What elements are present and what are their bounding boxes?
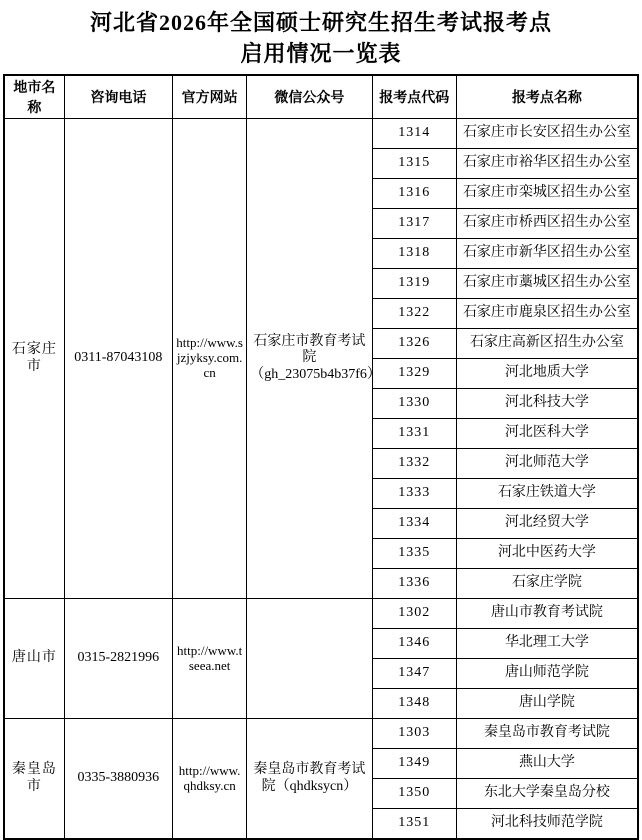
point-name-cell: 河北地质大学	[456, 359, 638, 389]
point-name-cell: 石家庄高新区招生办公室	[456, 329, 638, 359]
point-name-cell: 燕山大学	[456, 749, 638, 779]
point-name-cell: 东北大学秦皇岛分校	[456, 779, 638, 809]
point-code-cell: 1315	[372, 149, 456, 179]
point-name-cell: 石家庄市桥西区招生办公室	[456, 209, 638, 239]
wechat-cell	[247, 599, 372, 719]
point-code-cell: 1332	[372, 449, 456, 479]
wechat-cell: 石家庄市教育考试院（gh_23075b4b37f6）	[247, 119, 372, 599]
point-code-cell: 1333	[372, 479, 456, 509]
point-name-cell: 河北科技大学	[456, 389, 638, 419]
table-row	[4, 119, 638, 149]
phone-cell: 0311-87043108	[64, 119, 172, 599]
point-code-cell: 1350	[372, 779, 456, 809]
point-name-cell: 石家庄市新华区招生办公室	[456, 239, 638, 269]
wechat-cell: 秦皇岛市教育考试院（qhdksycn）	[247, 719, 372, 840]
header-point-code: 报考点代码	[372, 75, 456, 119]
point-name-cell: 石家庄市长安区招生办公室	[456, 119, 638, 149]
city-cell: 石家庄市	[4, 119, 64, 599]
table-row	[4, 719, 638, 749]
point-code-cell: 1329	[372, 359, 456, 389]
header-city: 地市名称	[4, 75, 64, 119]
point-name-cell: 唐山师范学院	[456, 659, 638, 689]
point-name-cell: 石家庄市鹿泉区招生办公室	[456, 299, 638, 329]
point-code-cell: 1317	[372, 209, 456, 239]
point-name-cell: 河北科技师范学院	[456, 809, 638, 840]
header-wechat: 微信公众号	[247, 75, 372, 119]
point-name-cell: 河北医科大学	[456, 419, 638, 449]
point-name-cell: 唐山学院	[456, 689, 638, 719]
point-name-cell: 河北经贸大学	[456, 509, 638, 539]
header-website: 官方网站	[173, 75, 247, 119]
point-code-cell: 1316	[372, 179, 456, 209]
point-code-cell: 1319	[372, 269, 456, 299]
point-name-cell: 河北中医药大学	[456, 539, 638, 569]
point-code-cell: 1347	[372, 659, 456, 689]
phone-cell: 0315-2821996	[64, 599, 172, 719]
point-code-cell: 1335	[372, 539, 456, 569]
point-code-cell: 1314	[372, 119, 456, 149]
city-cell: 唐山市	[4, 599, 64, 719]
website-cell: http://www.sjzjyksy.com.cn	[173, 119, 247, 599]
point-name-cell: 石家庄学院	[456, 569, 638, 599]
point-code-cell: 1348	[372, 689, 456, 719]
point-code-cell: 1351	[372, 809, 456, 840]
table-header-row	[4, 75, 638, 119]
point-name-cell: 华北理工大学	[456, 629, 638, 659]
page-title	[0, 0, 642, 69]
website-cell: http://www.tseea.net	[173, 599, 247, 719]
table-body	[4, 119, 638, 840]
point-name-cell: 唐山市教育考试院	[456, 599, 638, 629]
point-code-cell: 1349	[372, 749, 456, 779]
page-title-line2: 启用情况一览表	[240, 41, 402, 66]
point-name-cell: 河北师范大学	[456, 449, 638, 479]
table-row	[4, 599, 638, 629]
point-code-cell: 1302	[372, 599, 456, 629]
point-name-cell: 石家庄市藁城区招生办公室	[456, 269, 638, 299]
point-code-cell: 1334	[372, 509, 456, 539]
point-name-cell: 石家庄市栾城区招生办公室	[456, 179, 638, 209]
website-cell: http://www.qhdksy.cn	[173, 719, 247, 840]
phone-cell: 0335-3880936	[64, 719, 172, 840]
city-cell: 秦皇岛市	[4, 719, 64, 840]
point-code-cell: 1331	[372, 419, 456, 449]
point-code-cell: 1318	[372, 239, 456, 269]
point-code-cell: 1346	[372, 629, 456, 659]
point-name-cell: 秦皇岛市教育考试院	[456, 719, 638, 749]
point-code-cell: 1326	[372, 329, 456, 359]
point-code-cell: 1330	[372, 389, 456, 419]
header-point-name: 报考点名称	[456, 75, 638, 119]
point-code-cell: 1303	[372, 719, 456, 749]
point-code-cell: 1336	[372, 569, 456, 599]
point-name-cell: 石家庄铁道大学	[456, 479, 638, 509]
registration-points-table	[3, 74, 639, 840]
point-name-cell: 石家庄市裕华区招生办公室	[456, 149, 638, 179]
header-phone: 咨询电话	[64, 75, 172, 119]
point-code-cell: 1322	[372, 299, 456, 329]
page-title-line1: 河北省2026年全国硕士研究生招生考试报考点	[89, 10, 552, 35]
